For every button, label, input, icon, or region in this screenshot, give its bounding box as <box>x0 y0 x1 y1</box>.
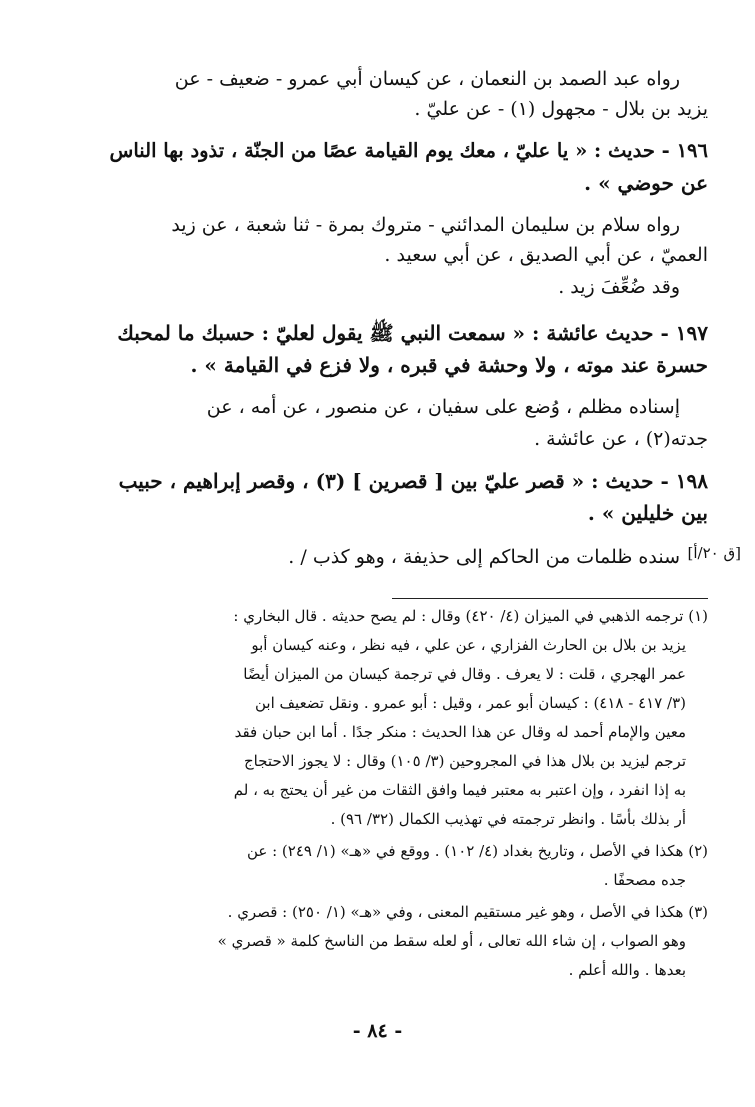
footnote-line: بعدها . والله أعلم . <box>568 961 686 979</box>
footnote-line: أر بذلك بأسًا . وانظر ترجمته في تهذيب الكمال (٣٢/ ٩٦) . <box>330 810 686 828</box>
body-line: إسناده مظلم ، وُضع على سفيان ، عن منصور ، عن أمه ، عن <box>206 396 680 418</box>
footnote-line: به إذا انفرد ، وإن اعتبر به معتبر فيما وافق الثقات من غير أن يحتج به ، لم <box>233 781 686 799</box>
footnote-line: جده مصحفًا . <box>603 871 686 889</box>
body-line: سنده ظلمات من الحاكم إلى حذيفة ، وهو كذب / . <box>288 546 680 568</box>
page-number: - ٨٤ - <box>352 1020 403 1042</box>
body-line: رواه عبد الصمد بن النعمان ، عن كيسان أبي عمرو - ضعيف - عن <box>174 68 680 90</box>
body-line: العميّ ، عن أبي الصديق ، عن أبي سعيد . <box>384 244 708 266</box>
body-line: رواه سلام بن سليمان المدائني - متروك بمرة - ثنا شعبة ، عن زيد <box>171 214 680 236</box>
footnote-line: (١) ترجمه الذهبي في الميزان (٤/ ٤٢٠) وقال : لم يصح حديثه . قال البخاري : <box>233 607 708 625</box>
footnote-separator <box>392 598 708 599</box>
body-line: جدته(٢) ، عن عائشة . <box>534 428 708 450</box>
footnote-line: يزيد بن بلال بن الحارث الفزاري ، عن علي ، فيه نظر ، وعنه كيسان أبو <box>251 636 686 654</box>
hadith-196-heading: ١٩٦ - حديث : « يا عليّ ، معك يوم القيامة عصًا من الجنّة ، تذود بها الناس <box>109 139 708 162</box>
footnote-line: (٣/ ٤١٧ - ٤١٨) : كيسان أبو عمر ، وقيل : أبو عمرو . ونقل تضعيف ابن <box>254 694 686 712</box>
hadith-197-heading: ١٩٧ - حديث عائشة : « سمعت النبي ﷺ يقول لعليّ : حسبك ما لمحبك <box>117 321 708 345</box>
body-line: عن حوضي » . <box>584 171 708 195</box>
body-line: حسرة عند موته ، ولا وحشة في قبره ، ولا فزع في القيامة » . <box>190 353 708 377</box>
footnote-line: (٢) هكذا في الأصل ، وتاريخ بغداد (٤/ ١٠٢) . ووقع في «هـ» (١/ ٢٤٩) : عن <box>246 842 708 860</box>
hadith-198-heading: ١٩٨ - حديث : « قصر عليّ بين [ قصرين ] (٣) ، وقصر إبراهيم ، حبيب <box>118 469 708 493</box>
footnote-line: وهو الصواب ، إن شاء الله تعالى ، أو لعله سقط من الناسخ كلمة « قصري » <box>217 932 686 950</box>
footnote-line: معين والإمام أحمد له وقال عن هذا الحديث : منكر جدًا . أما ابن حبان فقد <box>234 723 686 741</box>
footnote-line: (٣) هكذا في الأصل ، وهو غير مستقيم المعنى ، وفي «هـ» (١/ ٢٥٠) : قصري . <box>227 903 708 921</box>
body-line: يزيد بن بلال - مجهول (١) - عن عليّ . <box>414 98 708 120</box>
body-line: وقد ضُعِّفَ زيد . <box>558 276 680 298</box>
body-line: بين خليلين » . <box>587 501 708 525</box>
manuscript-folio-marker: [ق ٢٠/أ] <box>687 544 741 562</box>
footnote-line: ترجم ليزيد بن بلال هذا في المجروحين (٣/ ١٠٥) وقال : لا يجوز الاحتجاج <box>244 752 686 770</box>
footnote-line: عمر الهجري ، قلت : لا يعرف . وقال في ترجمة كيسان من الميزان أيضًا <box>243 665 686 683</box>
